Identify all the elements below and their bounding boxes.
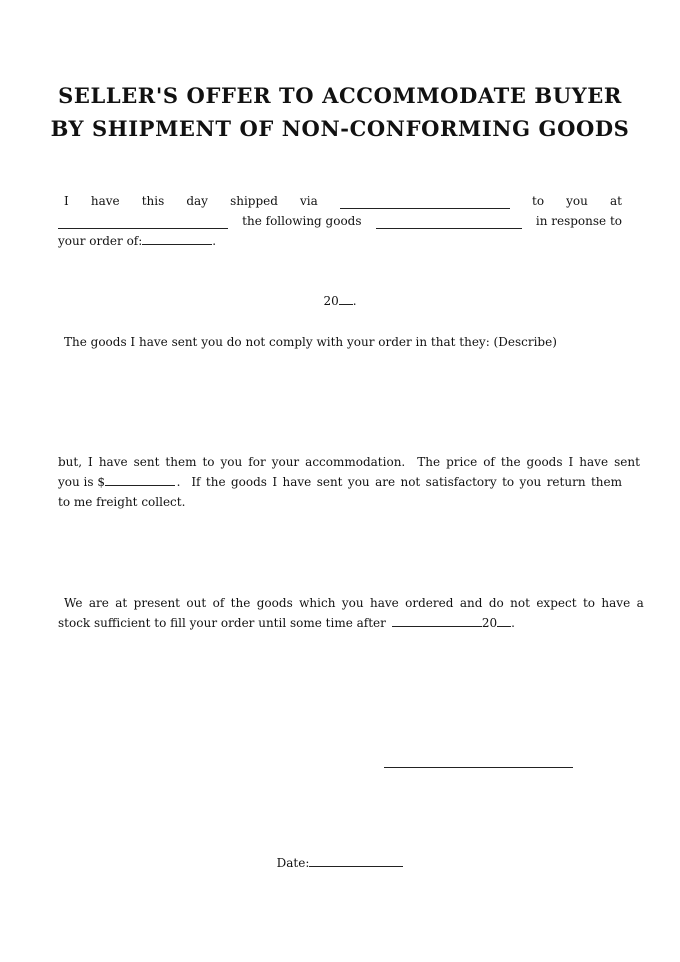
dated-line-period: .	[352, 294, 357, 308]
para3-line-3: to me freight collect.	[58, 495, 186, 509]
dated-line	[0, 293, 680, 309]
para3-price-text: you is $	[58, 475, 105, 489]
signature-date-line	[0, 855, 680, 871]
signature-line[interactable]	[384, 767, 573, 768]
goods-description-blank[interactable]	[376, 217, 522, 229]
year-prefix: 20	[323, 294, 339, 308]
para4-text: We are at present out of the goods which you have ordered and do not expect to have a	[64, 596, 644, 610]
para1-word: via	[300, 194, 318, 208]
order-reference-blank[interactable]	[142, 233, 212, 245]
para1-word: day	[186, 194, 208, 208]
para1-word: at	[609, 194, 622, 208]
para3-text: but, I have sent them to you for your accommodation. The price of the goods I have sent	[58, 455, 640, 469]
para3-line-2	[58, 474, 622, 490]
para4-text: stock sufficient to fill your order until some time after	[58, 616, 386, 630]
para1-word: I	[64, 194, 69, 208]
restock-year-blank[interactable]	[497, 615, 511, 627]
year-blank[interactable]	[339, 293, 353, 305]
para1-word: have	[90, 194, 120, 208]
document-title-line-1: SELLER'S OFFER TO ACCOMMODATE BUYER	[58, 83, 622, 108]
para1-word: you	[566, 194, 588, 208]
para3-text: . If the goods I have sent you are not satisfactory to you return them	[176, 475, 622, 489]
para2-line: The goods I have sent you do not comply with your order in that they: (Describe)	[64, 335, 557, 349]
price-blank[interactable]	[105, 474, 175, 486]
para1-word: to	[532, 194, 545, 208]
para1-word: shipped	[230, 194, 278, 208]
para3-line-1	[58, 454, 640, 470]
destination-address-blank[interactable]	[58, 217, 228, 229]
date-label: Date:	[276, 856, 310, 870]
date-blank[interactable]	[309, 855, 403, 867]
para1-line-2	[58, 213, 622, 229]
para1-phrase: the following goods	[242, 214, 362, 228]
shipping-carrier-blank[interactable]	[340, 197, 510, 209]
para4-line-2	[58, 615, 622, 631]
para1-phrase: in response to	[535, 214, 622, 228]
restock-date-blank[interactable]	[392, 615, 482, 627]
para1-phrase: your order of:	[58, 234, 143, 248]
para4-year: 20	[481, 616, 498, 630]
para1-word: this	[141, 194, 165, 208]
para4-line-1	[64, 595, 644, 611]
document-title-line-2: BY SHIPMENT OF NON-CONFORMING GOODS	[50, 116, 630, 141]
para4-period: .	[511, 616, 515, 630]
para1-period: .	[212, 234, 217, 248]
para1-line-1	[58, 193, 622, 209]
para1-line-3	[58, 233, 622, 249]
para3-price-label	[58, 474, 175, 490]
